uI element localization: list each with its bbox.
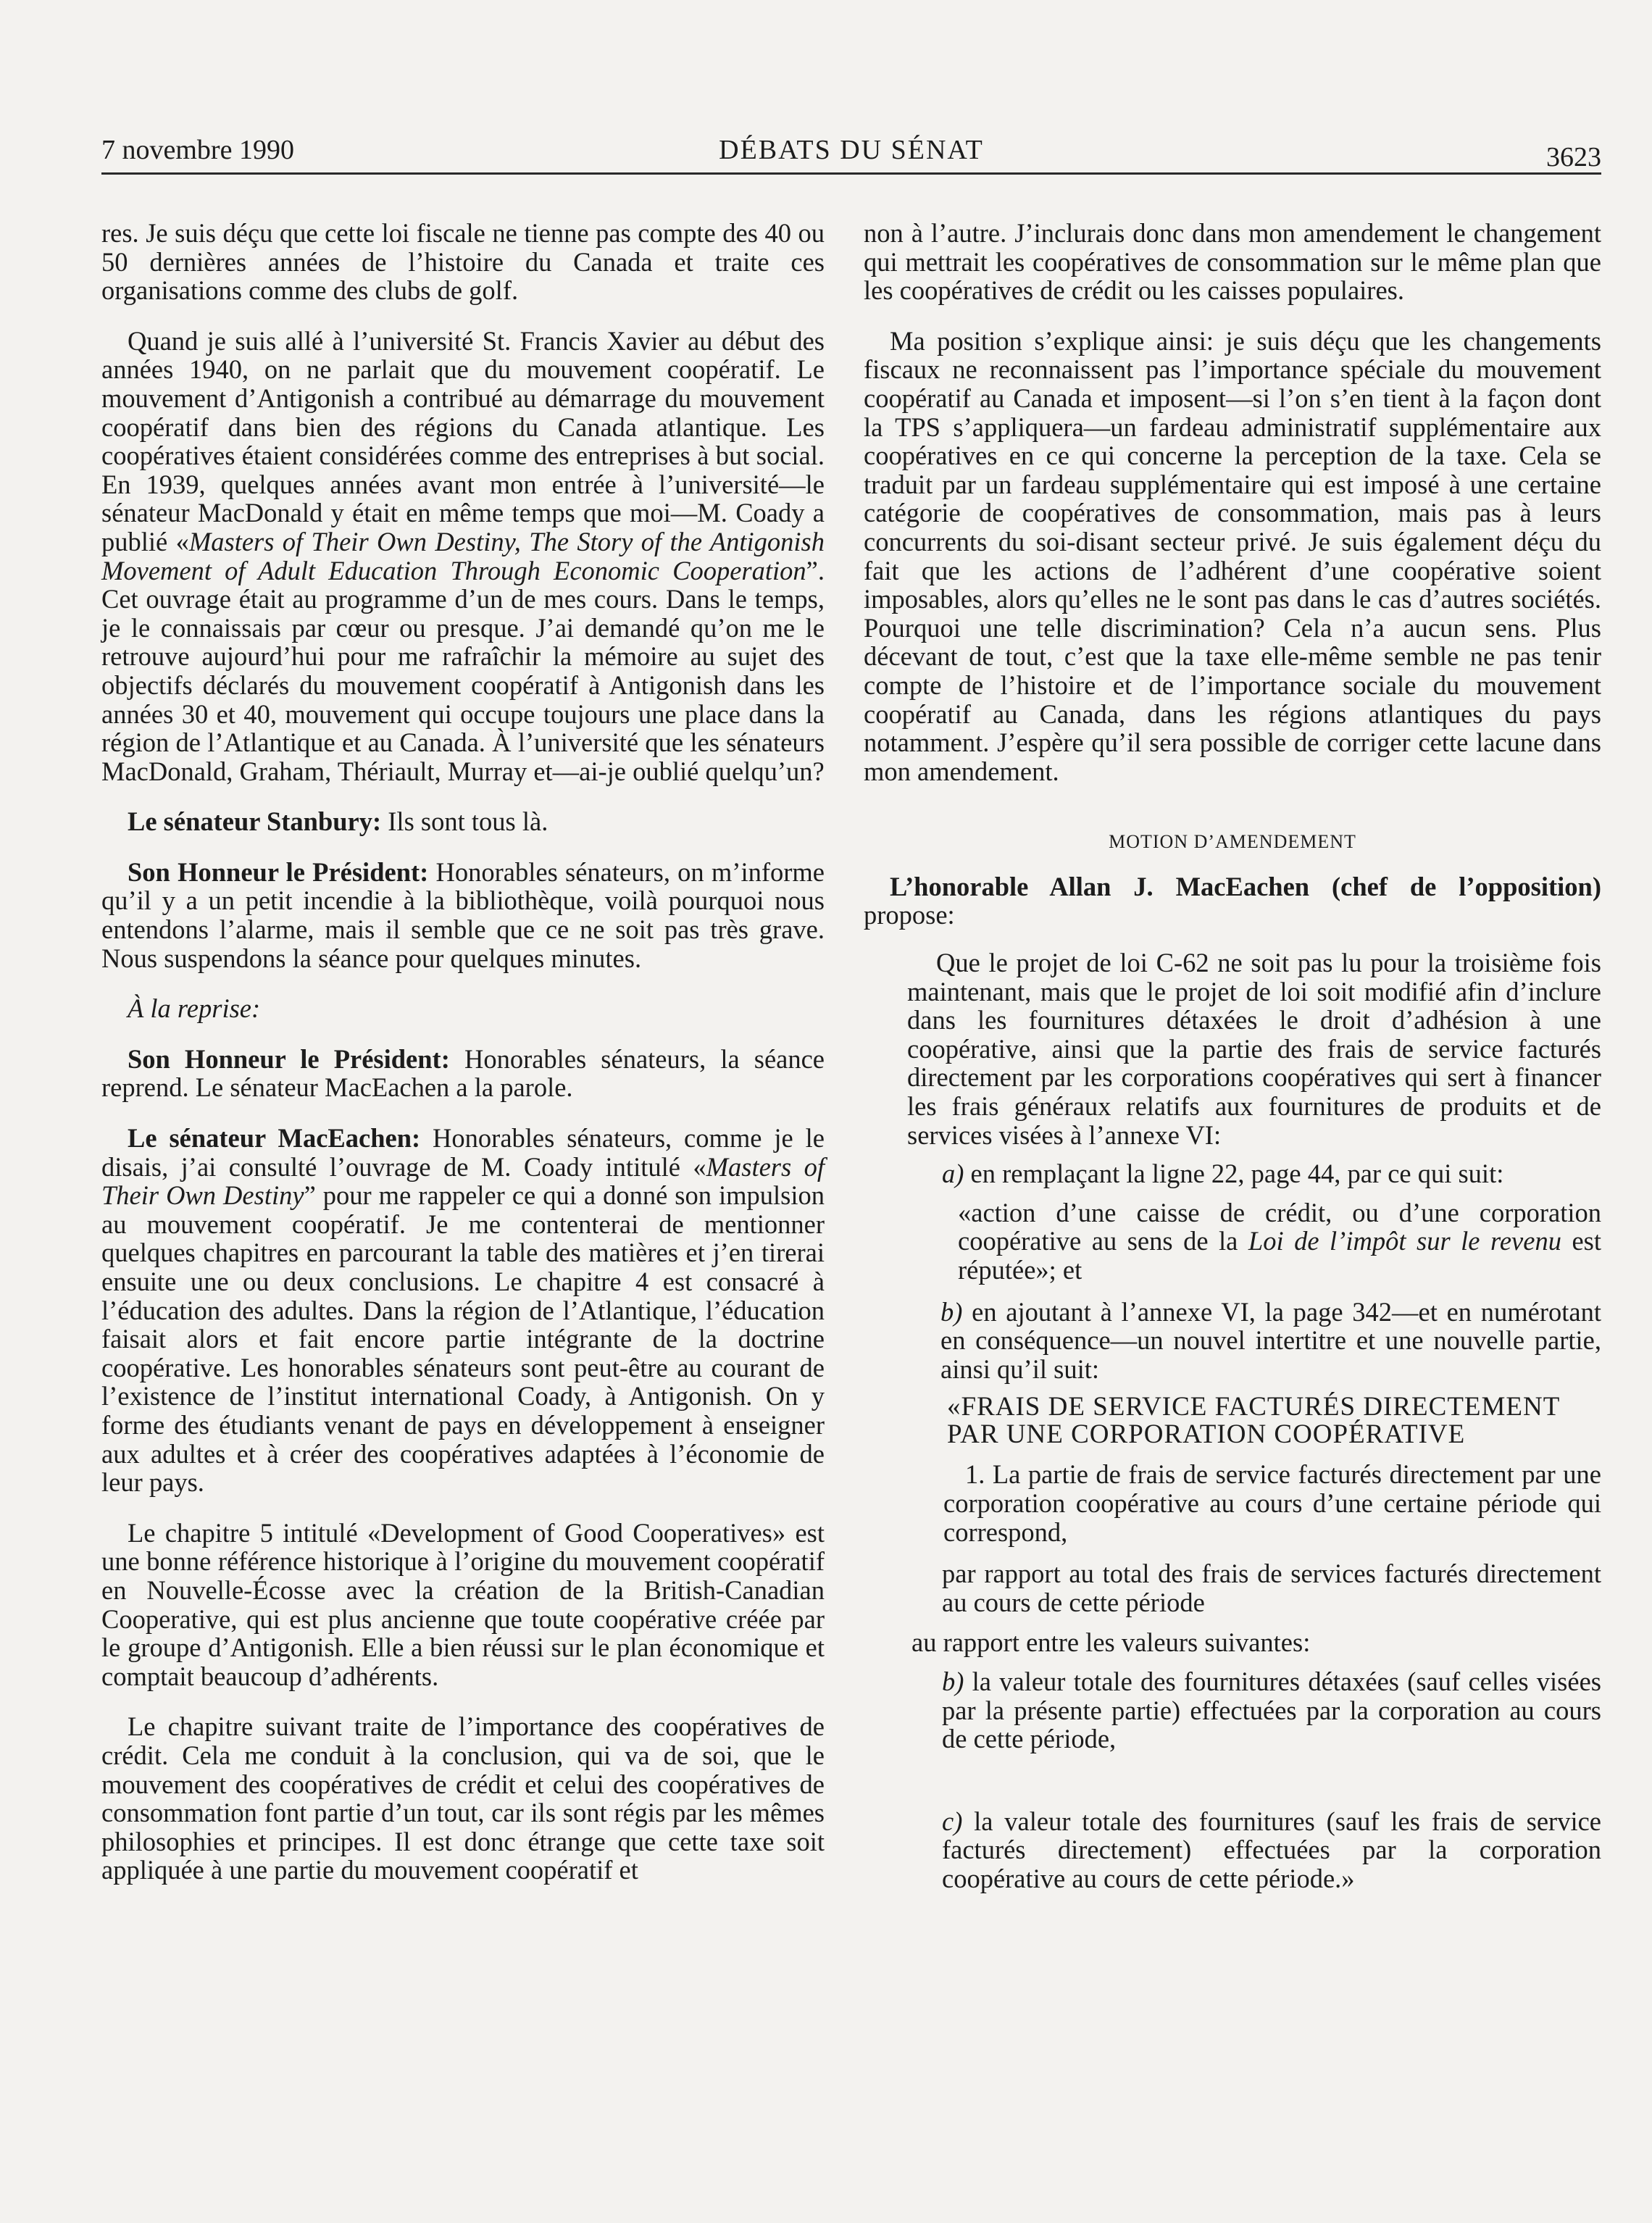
speaker-name: Son Honneur le Président: xyxy=(128,856,429,887)
left-column xyxy=(101,219,825,1885)
speech: Son Honneur le Président: Honorables sénateurs, on m’informe qu’il y a un petit incendie à la bibliothèque, voilà pourquoi nous entendons l’alarme, mais il semble que ce ne soit pas très grave. Nous suspendons la séance pour quelques minutes. xyxy=(101,856,825,973)
speaker-name: Le sénateur Stanbury: xyxy=(128,806,382,837)
page-number: 3623 xyxy=(1546,142,1601,172)
reprise-note: À la reprise: xyxy=(128,993,261,1024)
motion-mover: L’honorable Allan J. MacEachen (chef de l’opposition) propose: xyxy=(864,871,1601,930)
speaker-name: Son Honneur le Président: xyxy=(128,1043,450,1074)
speech: Le sénateur MacEachen: Honorables sénateurs, comme je le disais, j’ai consulté l’ouvrage de M. Coady intitulé «Masters of Their Own Destiny” pour me rappeler ce qui a donné son impulsion au mouvement coopératif. Je me contenterai de mentionner quelques chapitres en parcourant la table des matières et j’en tirerai ensuite une ou deux conclusions. Le chapitre 4 est consacré à l’éducation des adultes. Dans la région de l’Atlantique, l’éducation faisait alors et fait encore partie intégrante de la doctrine coopérative. Les honorables sénateurs sont peut-être au courant de l’existence de l’institut international Coady, à Antigonish. On y forme des étudiants venant de pays en développement à enseigner aux adultes et à créer des coopératives adaptées à l’économie de leur pays. xyxy=(101,1123,825,1498)
motion-text: Que le projet de loi C-62 ne soit pas lu pour la troisième fois maintenant, mais que le projet de loi soit modifié afin d’inclure dans les fournitures détaxées le droit d’adhésion à une coopérative, ainsi que la partie des frais de service facturés directement par les corporations coopératives qui sert à financer les frais généraux relatifs aux fournitures de produits et de services visées à l’annexe VI: xyxy=(907,948,1601,1150)
schedule-ratio-intro: au rapport entre les valeurs suivantes: xyxy=(911,1627,1311,1658)
header-title: DÉBATS DU SÉNAT xyxy=(719,135,984,165)
paragraph: Ma position s’explique ainsi: je suis déçu que les changements fiscaux ne reconnaissent pas l’importance spéciale du mouvement coopératif au Canada et imposent—si l’on s’en tient à la façon dont la TPS s’appliquera—un fardeau administratif supplémentaire aux coopératives en ce qui concerne la perception de la taxe. Cela se traduit par un fardeau supplémentaire qui est imposé à une certaine catégorie de coopératives de consommation, mais pas à leurs concurrents du soi-disant secteur privé. Je suis également déçu du fait que les actions de l’adhérent d’une coopérative soient imposables, alors qu’elles ne le sont pas dans le cas d’autres sociétés. Pourquoi une telle discrimination? Cela n’a aucun sens. Plus décevant de tout, c’est que la taxe elle-même semble ne pas tenir compte de l’histoire et de l’importance sociale du mouvement coopératif au Canada, dans les régions atlantiques du pays notamment. J’espère qu’il sera possible de corriger cette lacune dans mon amendement. xyxy=(864,325,1601,786)
page-header xyxy=(101,130,1601,175)
header-date: 7 novembre 1990 xyxy=(101,135,294,165)
amendment-b: b) en ajoutant à l’annexe VI, la page 342—et en numérotant en conséquence—un nouvel intertitre et une nouvelle partie, ainsi qu’il suit: xyxy=(940,1296,1601,1384)
amendment-a-quote: «action d’une caisse de crédit, ou d’une corporation coopérative au sens de la Loi de l’impôt sur le revenu est réputée»; et xyxy=(958,1197,1602,1285)
schedule-heading: «FRAIS DE SERVICE FACTURÉS DIRECTEMENT PAR UNE CORPORATION COOPÉRATIVE xyxy=(947,1392,1560,1450)
speech: Son Honneur le Président: Honorables sénateurs, la séance reprend. Le sénateur MacEachen a la parole. xyxy=(101,1043,825,1103)
amendment-a: a) en remplaçant la ligne 22, page 44, par ce qui suit: xyxy=(942,1159,1504,1189)
schedule-section-1: 1. La partie de frais de service facturés directement par une corporation coopérative au cours d’une certaine période qui correspond, xyxy=(943,1459,1601,1547)
paragraph: Le chapitre 5 intitulé «Development of Good Cooperatives» est une bonne référence historique à l’origine du mouvement coopératif en Nouvelle-Écosse avec la création de la British-Canadian Cooperative, qui est plus ancienne que toute coopérative créée par le groupe d’Antigonish. Elle a bien réussi sur le plan économique et comptait beaucoup d’adhérents. xyxy=(101,1517,825,1691)
right-column xyxy=(864,219,1601,1893)
motion-heading: MOTION D’AMENDEMENT xyxy=(1109,831,1356,853)
speech: Le sénateur Stanbury: Ils sont tous là. xyxy=(128,806,548,837)
schedule-ratio: par rapport au total des frais de services facturés directement au cours de cette période xyxy=(942,1559,1601,1617)
paragraph: Le chapitre suivant traite de l’importance des coopératives de crédit. Cela me conduit à la conclusion, qui va de soi, que le mouvement des coopératives de crédit et celui des coopératives de consommation font partie d’un tout, car ils sont régis par les mêmes philosophies et principes. Il est donc étrange que cette taxe soit appliquée à une partie du mouvement coopératif et xyxy=(101,1711,825,1885)
paragraph: res. Je suis déçu que cette loi fiscale ne tienne pas compte des 40 ou 50 dernières années de l’histoire du Canada et traite ces organisations comme des clubs de golf. xyxy=(101,218,825,306)
schedule-item-c: c) la valeur totale des fournitures (sauf les frais de service facturés directement) effectuées par la corporation coopérative au cours de cette période.» xyxy=(942,1806,1601,1893)
speaker-name: Le sénateur MacEachen: xyxy=(128,1123,421,1154)
paragraph: non à l’autre. J’inclurais donc dans mon amendement le changement qui mettrait les coopératives de consommation sur le même plan que les coopératives de crédit ou les caisses populaires. xyxy=(864,218,1601,306)
schedule-item-b: b) la valeur totale des fournitures détaxées (sauf celles visées par la présente partie) effectuées par la corporation au cours de cette période, xyxy=(942,1666,1601,1754)
paragraph: Quand je suis allé à l’université St. Francis Xavier au début des années 1940, on ne parlait que du mouvement coopératif. Le mouvement d’Antigonish a contribué au démarrage du mouvement coopératif dans bien des régions du Canada atlantique. Les coopératives étaient considérées comme des entreprises à but social. En 1939, quelques années avant mon entrée à l’université—le sénateur MacDonald y était en même temps que moi—M. Coady a publié «Masters of Their Own Destiny, The Story of the Antigonish Movement of Adult Education Through Economic Cooperation”. Cet ouvrage était au programme d’un de mes cours. Dans le temps, je le connaissais par cœur ou presque. J’ai demandé qu’on me le retrouve aujourd’hui pour me rafraîchir la mémoire au sujet des objectifs déclarés du mouvement coopératif à Antigonish dans les années 30 et 40, mouvement qui occupe toujours une place dans la région de l’Atlantique et au Canada. À l’université que les sénateurs MacDonald, Graham, Thériault, Murray et—ai-je oublié quelqu’un? xyxy=(101,325,825,786)
